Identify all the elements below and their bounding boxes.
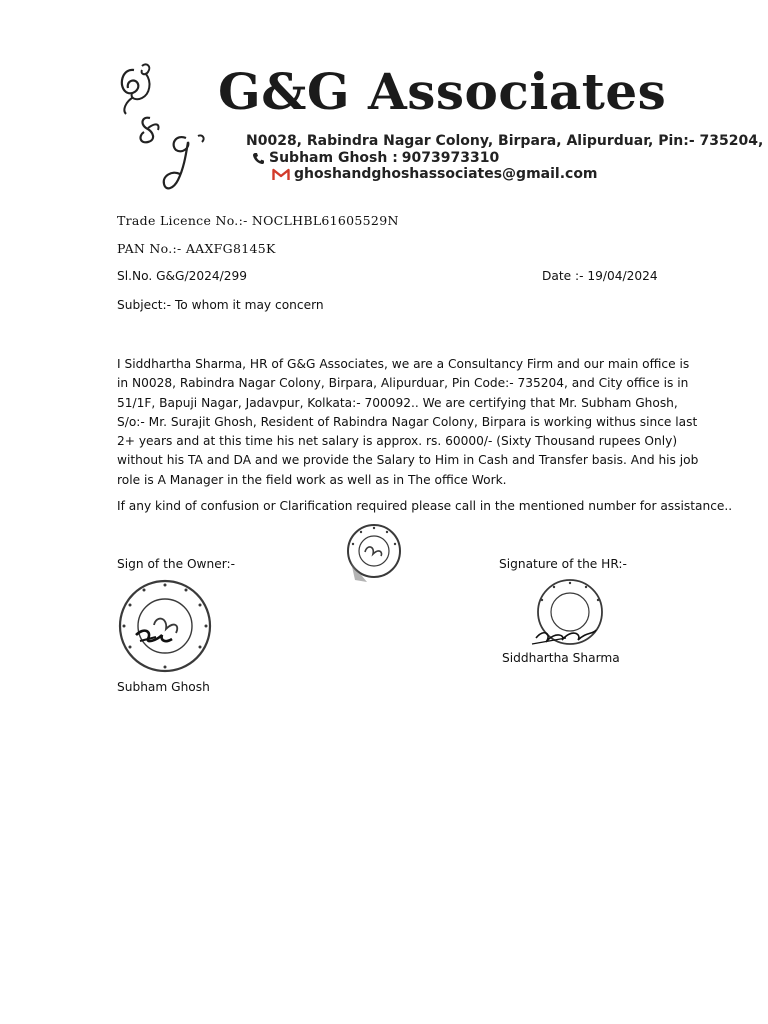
hr-stamp-signature xyxy=(526,578,606,652)
letter-date: Date :- 19/04/2024 xyxy=(542,269,658,283)
company-name: G&G Associates xyxy=(218,62,667,121)
contact-line xyxy=(252,150,499,166)
serial-number: Sl.No. G&G/2024/299 xyxy=(117,269,247,283)
email-line xyxy=(272,166,598,182)
hr-sign-label: Signature of the HR:- xyxy=(499,557,627,571)
body-paragraph: I Siddhartha Sharma, HR of G&G Associates, we are a Consultancy Firm and our main office is in N0028, Rabindra Nagar Colony, Birpara, Alipurduar, Pin Code:- 735204, and City office is in 51/1F, Bapuji Nagar, Jadavpur, Kolkata:- 700092.. We are certifying that Mr. Subham Ghosh, S/o:- Mr. Surajit Ghosh, Resident of Rabindra Nagar Colony, Birpara is working withus since last 2+ years and at this time his net salary is approx. rs. 60000/- (Sixty Thousand rupees Only) without his TA and DA and we provide the Salary to Him in Cash and Transfer basis. And his job role is A Manager in the field work as well as in The office Work. xyxy=(117,357,699,487)
company-logo xyxy=(112,58,212,198)
owner-name: Subham Ghosh xyxy=(117,680,210,694)
owner-stamp-signature xyxy=(116,577,214,675)
company-stamp-seal xyxy=(345,522,403,584)
pan-number: PAN No.:- AAXFG8145K xyxy=(117,241,276,256)
mail-icon xyxy=(272,168,290,181)
email-address: ghoshandghoshassociates@gmail.com xyxy=(294,166,598,182)
phone-number: 9073973310 xyxy=(401,150,500,166)
contact-name: Subham Ghosh : xyxy=(269,150,398,166)
hr-name: Siddhartha Sharma xyxy=(502,651,620,665)
assistance-note: If any kind of confusion or Clarification required please call in the mentioned number for assistance.. xyxy=(117,499,733,513)
company-address: N0028, Rabindra Nagar Colony, Birpara, Alipurduar, Pin:- 735204, xyxy=(246,133,764,149)
trade-licence: Trade Licence No.:- NOCLHBL61605529N xyxy=(117,213,399,228)
owner-sign-label: Sign of the Owner:- xyxy=(117,557,236,571)
subject-line: Subject:- To whom it may concern xyxy=(117,298,324,312)
phone-icon xyxy=(252,152,265,165)
